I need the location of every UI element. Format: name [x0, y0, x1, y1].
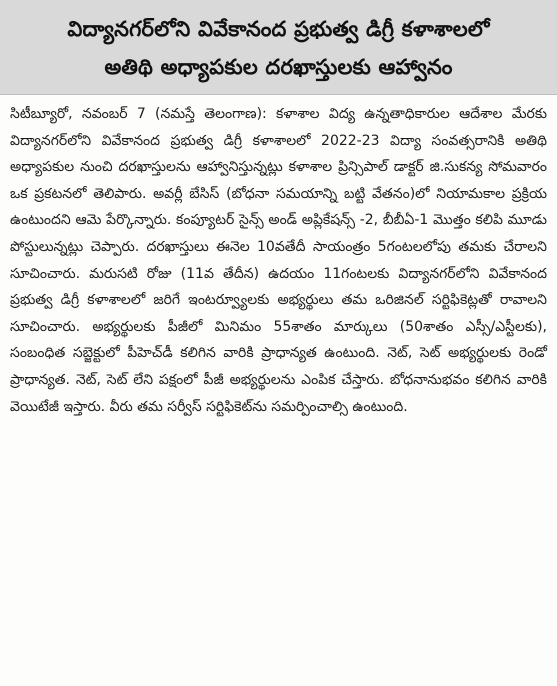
- headline-line-1: విద్యానగర్‌లోని వివేకానంద ప్రభుత్వ డిగ్రీ కళాశాలలో: [67, 17, 490, 41]
- article-paragraph: సిటీబ్యూరో, నవంబర్ 7 (నమస్తే తెలంగాణ): కళాశాల విద్య ఉన్నతాధికారుల ఆదేశాల మేరకు విద్యానగర్‌లోని వివేకానంద ప్రభుత్వ డిగ్రీ కళాశాలలో 2022-23 విద్యా సంవత్సరానికి అతిథి అధ్యాపకుల నుంచి దరఖాస్తులను ఆహ్వానిస్తున్నట్లు కళాశాల ప్రిన్సిపాల్ డాక్టర్ జి.సుకన్య సోమవారం ఒక ప్రకటనలో తెలిపారు. అవర్లీ బేసిస్ (బోధనా సమయాన్ని బట్టి వేతనం)లో నియామకాల ప్రక్రియ ఉంటుందని ఆమె పేర్కొన్నారు. కంప్యూటర్ సైన్స్ అండ్ అప్లికేషన్స్ -2, బీబీఏ-1 మొత్తం కలిపి మూడు పోస్టులున్నట్లు చెప్పారు. దరఖాస్తులు ఈనెల 10వతేదీ సాయంత్రం 5గంటలలోపు తమకు చేరాలని సూచించారు. మరుసటి రోజు (11వ తేదీన) ఉదయం 11గంటలకు విద్యానగర్‌లోని వివేకానంద ప్రభుత్వ డిగ్రీ కళాశాలలో జరిగే ఇంటర్వ్యూలకు అభ్యర్థులు తమ ఒరిజినల్ సర్టిఫికెట్లతో రావాలని సూచించారు. అభ్యర్థులకు పీజీలో మినిమం 55శాతం మార్కులు (50శాతం ఎస్సీ/ఎస్టీలకు), సంబంధిత సబ్జెక్టులో పీహెచ్‌డీ కలిగిన వారికి ప్రాధాన్యత ఉంటుంది. నెట్, సెట్ అభ్యర్థులకు రెండో ప్రాధాన్యత. నెట్, సెట్ లేని పక్షంలో పీజీ అభ్యర్థులను ఎంపిక చేస్తారు. బోధనానుభవం కలిగిన వారికి వెయిటేజీ ఇస్తారు. వీరు తమ సర్వీస్ సర్టిఫికెట్‌ను సమర్పించాల్సి ఉంటుంది.: [10, 106, 547, 415]
- headline-line-2: అతిథి అధ్యాపకుల దరఖాస్తులకు ఆహ్వానం: [104, 55, 453, 79]
- article-body: [0, 95, 557, 420]
- headline-box: [0, 0, 557, 95]
